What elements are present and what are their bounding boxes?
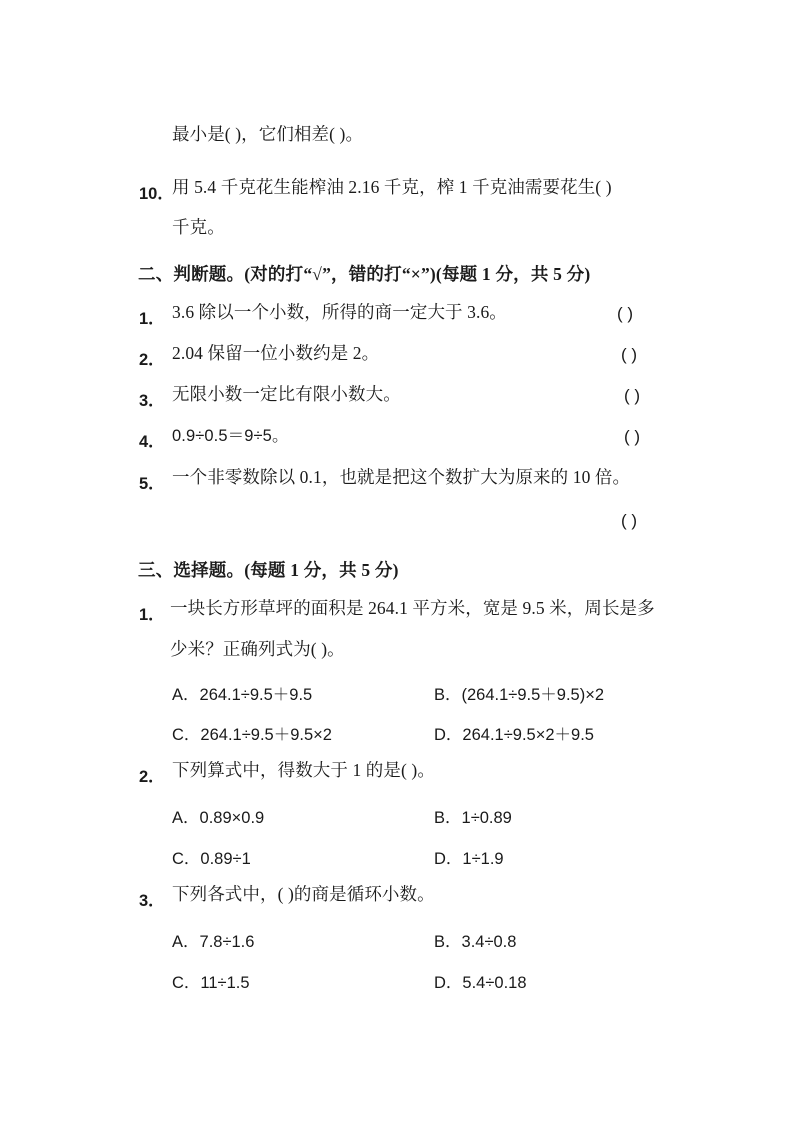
section-three-item-2-text-line-1: 下列算式中，得数大于 1 的是( )。 [172,760,435,780]
option-value: 5.4÷0.18 [462,974,527,992]
section-three-heading: 三、选择题。(每题 1 分，共 5 分) [138,560,399,580]
option-value: 1÷0.89 [461,809,512,827]
section-two-item-4-text: 0.9÷0.5＝9÷5。 [172,427,289,445]
section-three-item-3-option-b[interactable] [434,928,516,952]
option-value: (264.1÷9.5＋9.5)×2 [461,686,605,704]
section-two-item-2-number: 2． [139,351,165,369]
option-value: 3.4÷0.8 [461,933,517,951]
section-two-item-1-text: 3.6 除以一个小数，所得的商一定大于 3.6。 [172,302,507,322]
option-value: 0.89×0.9 [199,809,265,827]
section-two-item-3-answer-blank[interactable]: ( ) [624,386,641,405]
section-two-item-1-answer-blank[interactable]: ( ) [617,304,634,323]
section-two-item-4-answer-blank[interactable]: ( ) [624,427,641,446]
section-three-item-3-option-d[interactable] [434,969,527,993]
section-two-item-5-text: 一个非零数除以 0.1，也就是把这个数扩大为原来的 10 倍。 [172,467,631,487]
item-10-line-2: 千克。 [172,217,225,237]
section-two-item-1-number: 1． [139,310,165,328]
option-label: C． [172,726,201,744]
option-value: 264.1÷9.5＋9.5 [199,686,313,704]
section-three-item-1-option-b[interactable] [434,681,604,705]
option-label: B． [434,809,462,827]
section-three-item-1-text-line-1: 一块长方形草坪的面积是 264.1 平方米，宽是 9.5 米，周长是多 [170,598,655,618]
section-two-item-5-answer-blank[interactable]: ( ) [621,511,638,530]
item-10-line-1: 用 5.4 千克花生能榨油 2.16 千克，榨 1 千克油需要花生( ) [172,177,612,197]
section-three-item-3-option-c[interactable] [172,969,250,993]
section-three-item-1-option-d[interactable] [434,721,594,745]
section-three-item-1-option-c[interactable] [172,721,332,745]
section-two-item-3-number: 3． [139,392,165,410]
option-label: D． [434,850,463,868]
option-value: 11÷1.5 [200,974,250,992]
section-two-heading: 二、判断题。(对的打“√”，错的打“×”)(每题 1 分，共 5 分) [138,264,591,284]
option-value: 264.1÷9.5＋9.5×2 [200,726,332,744]
option-label: B． [434,686,462,704]
section-three-item-2-number: 2． [139,768,165,786]
option-label: A． [172,933,200,951]
option-label: A． [172,809,200,827]
section-three-item-1-option-a[interactable] [172,681,312,705]
option-label: C． [172,974,201,992]
section-three-item-1-number: 1． [139,606,165,624]
option-label: D． [434,726,463,744]
section-three-item-3-number: 3． [139,892,165,910]
section-two-item-2-answer-blank[interactable]: ( ) [621,345,638,364]
section-three-item-3-option-a[interactable] [172,928,254,952]
carryover-line-1: 最小是( )，它们相差( )。 [172,124,364,144]
section-three-item-2-option-b[interactable] [434,804,512,828]
option-label: C． [172,850,201,868]
section-two-item-4-number: 4． [139,433,165,451]
section-three-item-1-text-line-2: 少米？正确列式为( )。 [170,639,345,659]
section-three-item-3-text-line-1: 下列各式中，( )的商是循环小数。 [172,884,435,904]
section-two-item-3-text: 无限小数一定比有限小数大。 [172,384,401,404]
section-two-item-5-number: 5． [139,475,165,493]
option-value: 7.8÷1.6 [199,933,255,951]
option-value: 1÷1.9 [462,850,504,868]
option-value: 0.89÷1 [200,850,251,868]
section-two-item-2-text: 2.04 保留一位小数约是 2。 [172,343,380,363]
section-three-item-2-option-a[interactable] [172,804,264,828]
section-three-item-2-option-c[interactable] [172,845,251,869]
option-value: 264.1÷9.5×2＋9.5 [462,726,594,744]
option-label: D． [434,974,463,992]
item-10-number: 10． [139,185,174,203]
option-label: A． [172,686,200,704]
section-three-item-2-option-d[interactable] [434,845,504,869]
option-label: B． [434,933,462,951]
